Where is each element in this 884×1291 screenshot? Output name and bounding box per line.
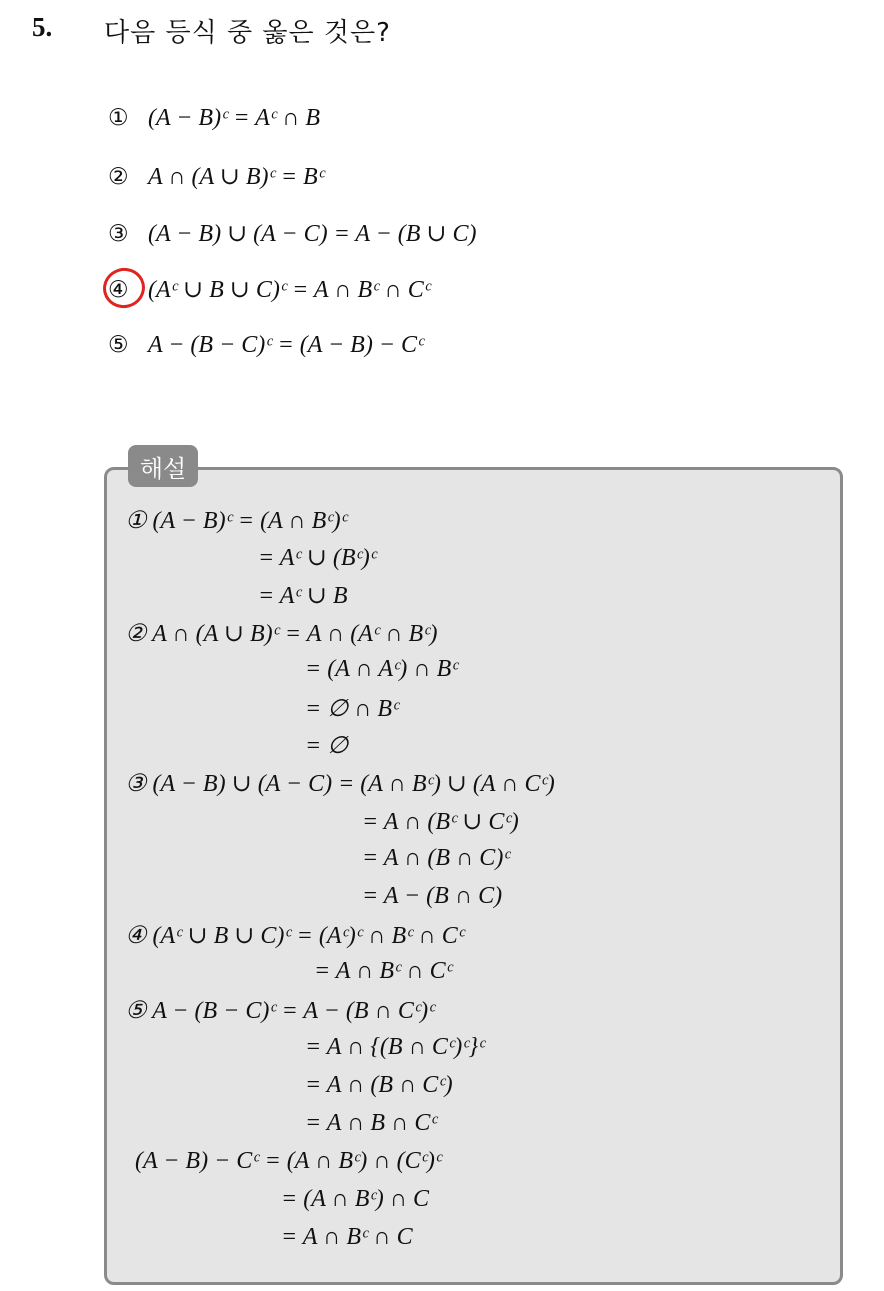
solution-line: ① (A − B)ᶜ = (A ∩ Bᶜ)ᶜ — [125, 508, 347, 534]
solution-line: = Aᶜ ∪ B — [258, 583, 348, 609]
solution-line: = A ∩ (B ∩ Cᶜ) — [305, 1072, 453, 1098]
choice-3[interactable] — [108, 219, 477, 248]
choice-4[interactable] — [108, 275, 430, 304]
solution-tab: 해설 — [128, 445, 198, 487]
solution-line: = (A ∩ Bᶜ) ∩ C — [281, 1186, 430, 1212]
choice-expression: (A − B)ᶜ = Aᶜ ∩ B — [148, 105, 321, 131]
solution-line: = A ∩ (B ∩ C)ᶜ — [362, 845, 510, 871]
choice-number: ① — [108, 105, 129, 131]
choice-1[interactable] — [108, 105, 320, 132]
solution-line: ⑤ A − (B − C)ᶜ = A − (B ∩ Cᶜ)ᶜ — [125, 998, 435, 1024]
choice-number: ② — [108, 164, 129, 190]
solution-line: = A ∩ Bᶜ ∩ C — [281, 1224, 413, 1250]
question-text: 다음 등식 중 옳은 것은? — [104, 18, 391, 48]
answer-circle-mark — [99, 264, 149, 313]
choice-expression: (A − B) ∪ (A − C) = A − (B ∪ C) — [148, 221, 477, 247]
choice-number: ③ — [108, 221, 129, 247]
choice-expression: A − (B − C)ᶜ = (A − B) − Cᶜ — [148, 332, 424, 358]
solution-line: = A − (B ∩ C) — [362, 883, 503, 909]
solution-line: = Aᶜ ∪ (Bᶜ)ᶜ — [258, 545, 377, 571]
solution-line: = (A ∩ Aᶜ) ∩ Bᶜ — [305, 656, 458, 682]
choice-2[interactable] — [108, 162, 324, 191]
solution-line: ③ (A − B) ∪ (A − C) = (A ∩ Bᶜ) ∪ (A ∩ Cᶜ) — [125, 771, 555, 797]
solution-line: ④ (Aᶜ ∪ B ∪ C)ᶜ = (Aᶜ)ᶜ ∩ Bᶜ ∩ Cᶜ — [125, 923, 465, 949]
solution-line: = ∅ — [305, 733, 349, 759]
choice-5[interactable] — [108, 332, 423, 359]
solution-line: ② A ∩ (A ∪ B)ᶜ = A ∩ (Aᶜ ∩ Bᶜ) — [125, 621, 438, 647]
choice-expression: (Aᶜ ∪ B ∪ C)ᶜ = A ∩ Bᶜ ∩ Cᶜ — [148, 277, 431, 303]
question-number: 5. — [32, 12, 53, 42]
solution-line: (A − B) − Cᶜ = (A ∩ Bᶜ) ∩ (Cᶜ)ᶜ — [135, 1148, 442, 1174]
choice-number: ④ — [108, 277, 129, 303]
solution-line: = A ∩ (Bᶜ ∪ Cᶜ) — [362, 809, 519, 835]
solution-line: = ∅ ∩ Bᶜ — [305, 696, 399, 722]
solution-line: = A ∩ Bᶜ ∩ Cᶜ — [314, 958, 452, 984]
solution-line: = A ∩ {(B ∩ Cᶜ)ᶜ}ᶜ — [305, 1034, 485, 1060]
choice-number: ⑤ — [108, 332, 129, 358]
choice-expression: A ∩ (A ∪ B)ᶜ = Bᶜ — [148, 164, 325, 190]
solution-line: = A ∩ B ∩ Cᶜ — [305, 1110, 437, 1136]
